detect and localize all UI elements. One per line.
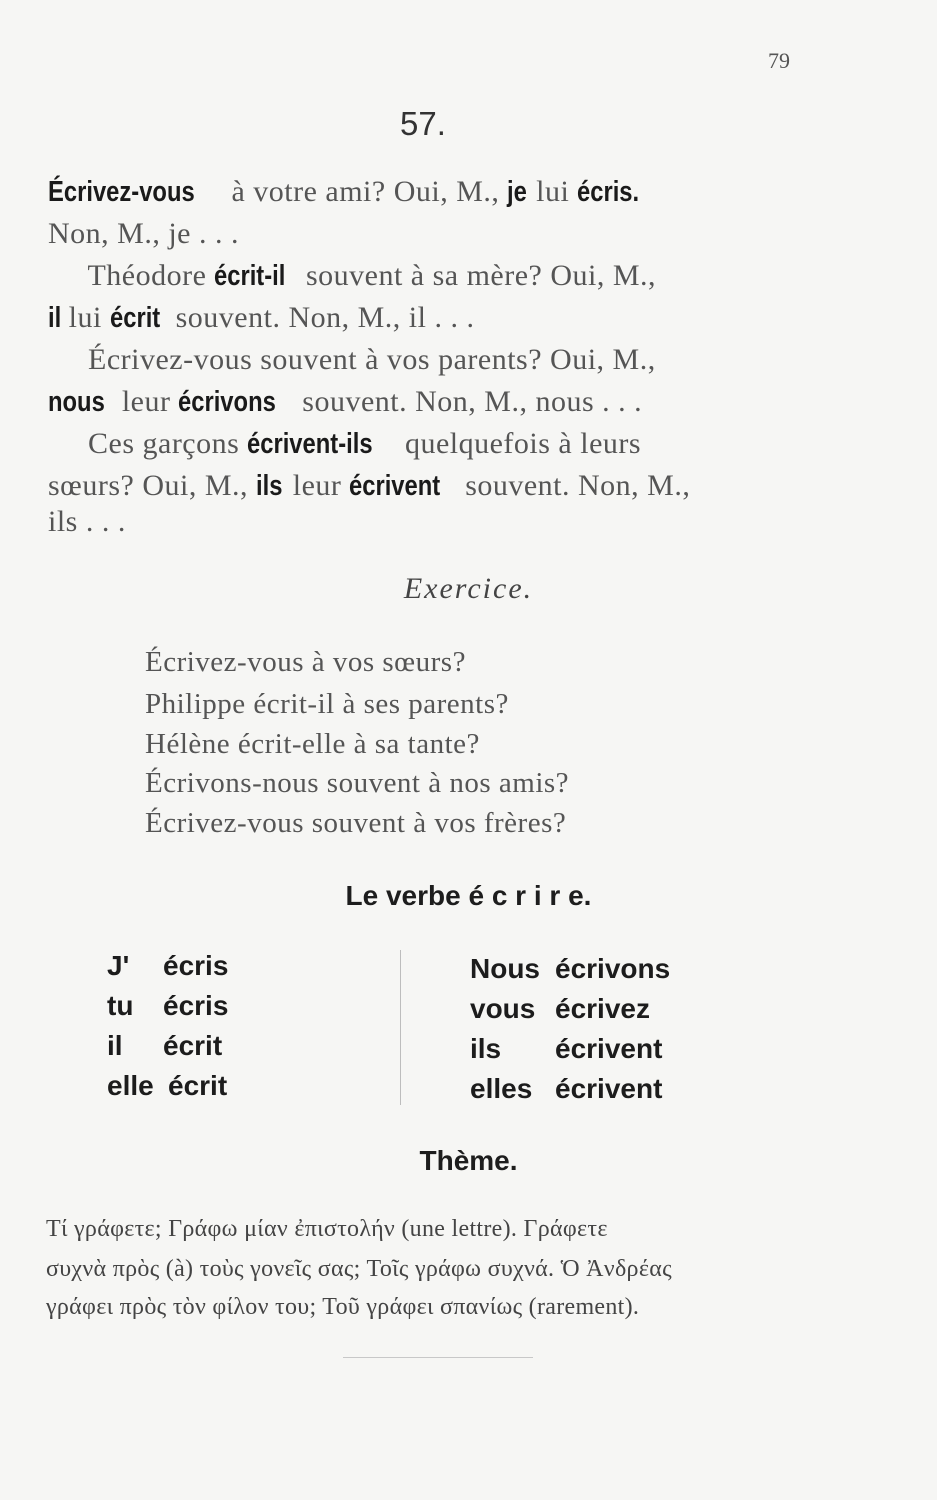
paragraph-line [48, 214, 808, 254]
exercise-heading: Exercice. [403, 572, 534, 605]
text-run: leur [284, 469, 350, 502]
text-run: ils . . . [48, 505, 126, 538]
conj-pronoun: ils [470, 1033, 502, 1064]
page-number: 79 [768, 48, 790, 73]
paragraph-line [48, 172, 808, 212]
conj-pronoun: Nous [470, 953, 540, 984]
bold-verb-form: Écrivez-vous [48, 176, 195, 208]
theme-heading: Thème. [419, 1145, 518, 1176]
paragraph-line [48, 340, 808, 380]
footer-rule [343, 1357, 533, 1358]
text-run: souvent. Non, M., [457, 469, 691, 502]
paragraph-line [48, 382, 808, 422]
text-run: souvent. Non, M., nous . . . [294, 385, 643, 418]
bold-verb-form: écris. [577, 176, 640, 208]
conj-form: écris [163, 950, 229, 981]
conj-form: écrivons [555, 953, 671, 984]
bold-verb-form: écrivons [178, 386, 277, 418]
paragraph-line [48, 466, 808, 506]
exercise-item: Écrivons-nous souvent à nos amis? [145, 767, 570, 799]
text-run: lui [60, 301, 110, 334]
paragraph-line [48, 502, 808, 542]
paragraph-line [48, 298, 808, 338]
conj-form: écrivent [555, 1073, 663, 1104]
bold-verb-form: écrivent [349, 470, 441, 502]
conj-form: écrivez [555, 993, 650, 1024]
text-run: Théodore [48, 259, 215, 292]
verb-heading: Le verbe é c r i r e. [345, 880, 592, 911]
paragraph-line [48, 424, 808, 464]
text-run: souvent à sa mère? Oui, M., [297, 259, 657, 292]
text-run: sœurs? Oui, M., [48, 469, 256, 502]
bold-verb-form: ils [256, 470, 283, 502]
bold-verb-form: écrit [109, 302, 161, 334]
bold-verb-form: il [48, 302, 62, 334]
theme-line: Τί γράφετε; Γράφω μίαν ἐπιστολήν (une lettre). Γράφετε [46, 1216, 608, 1242]
text-run: quelquefois à leurs [396, 427, 642, 460]
bold-verb-form: je [507, 176, 528, 208]
conj-pronoun: il [107, 1030, 123, 1061]
text-run: leur [113, 385, 179, 418]
lesson-number: 57. [400, 105, 446, 142]
theme-line: γράφει πρὸς τὸν φίλον του; Τοῦ γράφει σπανίως (rarement). [46, 1294, 640, 1320]
text-run: Non, M., je . . . [48, 217, 239, 250]
text-run: à votre ami? Oui, M., [223, 175, 508, 208]
conj-pronoun: J' [107, 950, 130, 981]
exercise-item: Écrivez-vous à vos sœurs? [145, 646, 466, 678]
conj-pronoun: tu [107, 990, 134, 1021]
conj-form: écris [163, 990, 229, 1021]
paragraph-line [48, 256, 808, 296]
conj-form: écrivent [555, 1033, 663, 1064]
bold-verb-form: nous [48, 386, 105, 418]
text-run: souvent. Non, M., il . . . [167, 301, 475, 334]
text-run: Écrivez-vous souvent à vos parents? Oui, M., [48, 343, 656, 376]
conj-pronoun: vous [470, 993, 536, 1024]
conj-pronoun: elle [107, 1070, 154, 1101]
conj-form: écrit [168, 1070, 228, 1101]
text-run: Ces garçons [48, 427, 248, 460]
bold-verb-form: écrit-il [214, 260, 286, 292]
theme-line: συχνὰ πρὸς (à) τοὺς γονεῖς σας; Τοῖς γράφω συχνά. Ὁ Ἀνδρέας [46, 1256, 672, 1282]
column-divider [400, 950, 401, 1105]
conj-pronoun: elles [470, 1073, 533, 1104]
text-run: lui [528, 175, 578, 208]
bold-verb-form: écrivent-ils [247, 428, 373, 460]
conj-form: écrit [163, 1030, 223, 1061]
exercise-item: Philippe écrit-il à ses parents? [145, 688, 509, 720]
exercise-item: Écrivez-vous souvent à vos frères? [145, 807, 567, 839]
exercise-item: Hélène écrit-elle à sa tante? [145, 728, 480, 760]
